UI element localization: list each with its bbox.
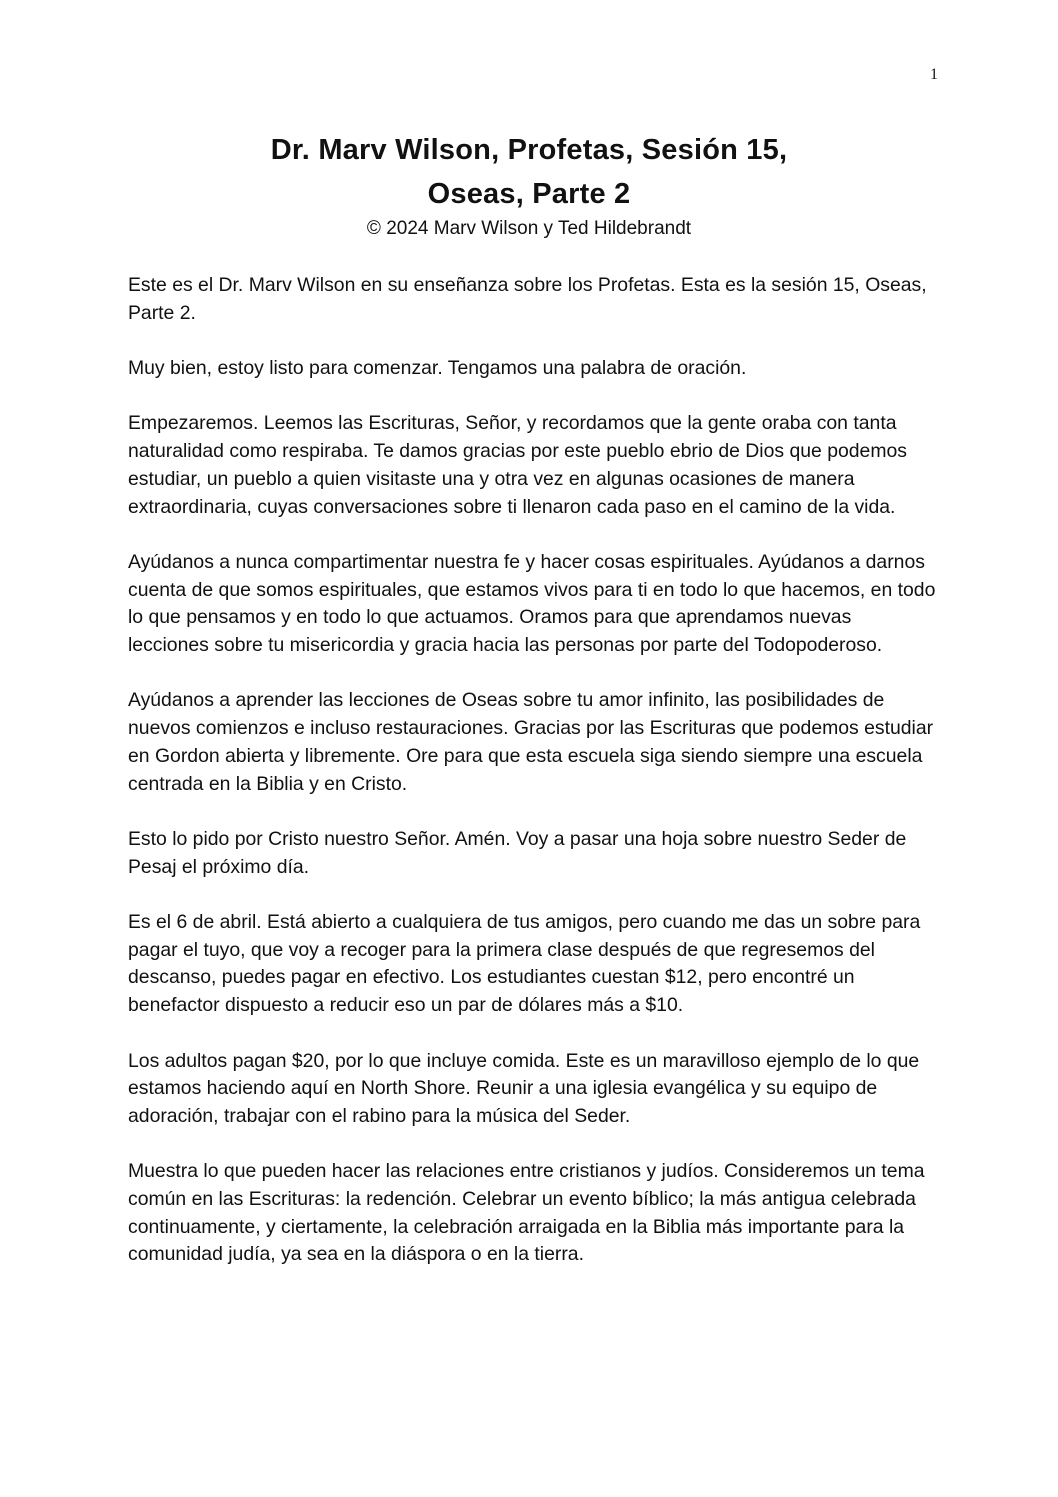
paragraph-adults-north-shore: Los adultos pagan $20, por lo que incluye comida. Este es un maravilloso ejemplo de lo que estamos haciendo aquí en North Shore. Reunir a una iglesia evangélica y su equipo de adoración, trabajar con el rabino para la música del Seder. bbox=[128, 1049, 920, 1127]
paragraph-ready: Muy bien, estoy listo para comenzar. Tengamos una palabra de oración. bbox=[128, 357, 747, 380]
document-header bbox=[0, 128, 1058, 242]
paragraph-april-payment: Es el 6 de abril. Está abierto a cualquiera de tus amigos, pero cuando me das un sobre para pagar el tuyo, que voy a recoger para la primera clase después de que regresemos del descanso, puedes pagar en efectivo. Los estudiantes cuestan $12, pero encontré un benefactor dispuesto a reducir eso un par de dólares más a $10. bbox=[128, 911, 921, 1017]
paragraph-amen-seder: Esto lo pido por Cristo nuestro Señor. Amén. Voy a pasar una hoja sobre nuestro Seder de Pesaj el próximo día. bbox=[128, 827, 907, 878]
paragraph-intro: Este es el Dr. Marv Wilson en su enseñanza sobre los Profetas. Esta es la sesión 15, Oseas, Parte 2. bbox=[128, 274, 927, 324]
document-title-line-1: Dr. Marv Wilson, Profetas, Sesión 15, bbox=[270, 134, 788, 166]
page-number: 1 bbox=[930, 66, 938, 83]
document-title-line-2: Oseas, Parte 2 bbox=[427, 178, 631, 210]
copyright-notice: © 2024 Marv Wilson y Ted Hildebrandt bbox=[366, 218, 692, 239]
paragraph-prayer-spiritual: Ayúdanos a nunca compartimentar nuestra fe y hacer cosas espirituales. Ayúdanos a darnos cuenta de que somos espirituales, que estamos vivos para ti en todo lo que hacemos, en todo lo que pensamos y en todo lo que actuamos. Oramos para que aprendamos nuevas lecciones sobre tu misericordia y gracia hacia las personas por parte del Todopoderoso. bbox=[128, 550, 936, 657]
paragraph-redemption: Muestra lo que pueden hacer las relaciones entre cristianos y judíos. Consideremos un tema común en las Escrituras: la redención. Celebrar un evento bíblico; la más antigua celebrada continuamente, y ciertamente, la celebración arraigada en la Biblia más importante para la comunidad judía, ya sea en la diáspora o en la tierra. bbox=[128, 1160, 925, 1266]
document-body bbox=[128, 272, 936, 1297]
paragraph-prayer-hosea: Ayúdanos a aprender las lecciones de Oseas sobre tu amor infinito, las posibilidades de nuevos comienzos e incluso restauraciones. Gracias por las Escrituras que podemos estudiar en Gordon abierta y libremente. Ore para que esta escuela siga siendo siempre una escuela centrada en la Biblia y en Cristo. bbox=[128, 689, 934, 795]
paragraph-prayer-opening: Empezaremos. Leemos las Escrituras, Señor, y recordamos que la gente oraba con tanta naturalidad como respiraba. Te damos gracias por este pueblo ebrio de Dios que podemos estudiar, un pueblo a quien visitaste una y otra vez en algunas ocasiones de manera extraordinaria, cuyas conversaciones sobre ti llenaron cada paso en el camino de la vida. bbox=[128, 412, 907, 518]
